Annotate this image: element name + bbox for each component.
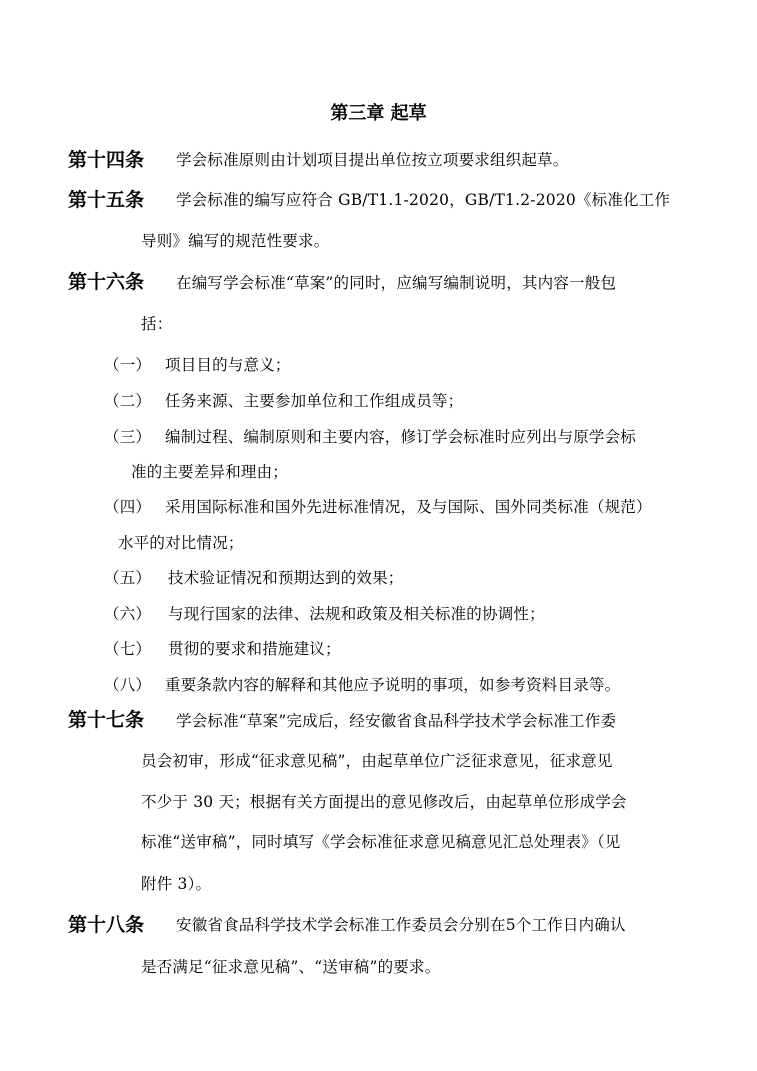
article-17-line-3: 不少于 30 天；根据有关方面提出的意见修改后，由起草单位形成学会 — [141, 793, 627, 811]
item-8-number: （八） — [104, 676, 152, 694]
article-14-label: 第十四条 — [68, 149, 145, 171]
article-17-label: 第十七条 — [68, 709, 145, 731]
article-15-label: 第十五条 — [68, 189, 145, 211]
article-17-line-4: 标准“送审稿”，同时填写《学会标准征求意见稿意见汇总处理表》（见 — [141, 833, 621, 851]
item-1-number: （一） — [104, 356, 152, 374]
article-16-line-2: 括： — [141, 315, 173, 333]
item-3-line-1: 编制过程、编制原则和主要内容，修订学会标准时应列出与原学会标 — [165, 428, 637, 446]
article-17-line-1: 学会标准“草案”完成后，经安徽省食品科学技术学会标准工作委 — [176, 712, 617, 730]
article-17-line-5: 附件 3）。 — [141, 875, 212, 893]
item-5-line-1: 技术验证情况和预期达到的效果； — [168, 569, 404, 587]
article-16-line-1: 在编写学会标准“草案”的同时，应编写编制说明，其内容一般包 — [176, 274, 617, 292]
item-4-line-2: 水平的对比情况； — [118, 534, 244, 552]
item-6-line-1: 与现行国家的法律、法规和政策及相关标准的协调性； — [168, 605, 545, 623]
article-15-line-1: 学会标准的编写应符合 GB/T1.1-2020，GB/T1.2-2020《标准化工作 — [176, 191, 671, 209]
item-1-line-1: 项目目的与意义； — [165, 356, 291, 374]
article-18-line-2: 是否满足“征求意见稿”、“送审稿”的要求。 — [141, 958, 441, 976]
item-7-line-1: 贯彻的要求和措施建议； — [168, 640, 341, 658]
item-4-line-1: 采用国际标准和国外先进标准情况，及与国际、国外同类标准（规范） — [165, 498, 652, 516]
article-16-label: 第十六条 — [68, 271, 145, 293]
item-3-number: （三） — [104, 428, 152, 446]
item-4-number: （四） — [104, 498, 152, 516]
article-18-line-1: 安徽省食品科学技术学会标准工作委员会分别在5个工作日内确认 — [176, 916, 626, 934]
item-5-number: （五） — [104, 569, 152, 587]
item-2-number: （二） — [104, 392, 152, 410]
item-3-line-2: 准的主要差异和理由； — [131, 463, 289, 481]
article-14-line-1: 学会标准原则由计划项目提出单位按立项要求组织起草。 — [176, 151, 569, 169]
item-8-line-1: 重要条款内容的解释和其他应予说明的事项，如参考资料目录等。 — [165, 676, 621, 694]
item-6-number: （六） — [104, 605, 152, 623]
item-7-number: （七） — [104, 640, 152, 658]
article-15-line-2: 导则》编写的规范性要求。 — [141, 232, 330, 250]
chapter-title: 第三章 起草 — [330, 103, 427, 124]
item-2-line-1: 任务来源、主要参加单位和工作组成员等； — [165, 392, 464, 410]
article-18-label: 第十八条 — [68, 914, 145, 936]
article-17-line-2: 员会初审，形成“征求意见稿”，由起草单位广泛征求意见，征求意见 — [141, 752, 613, 770]
